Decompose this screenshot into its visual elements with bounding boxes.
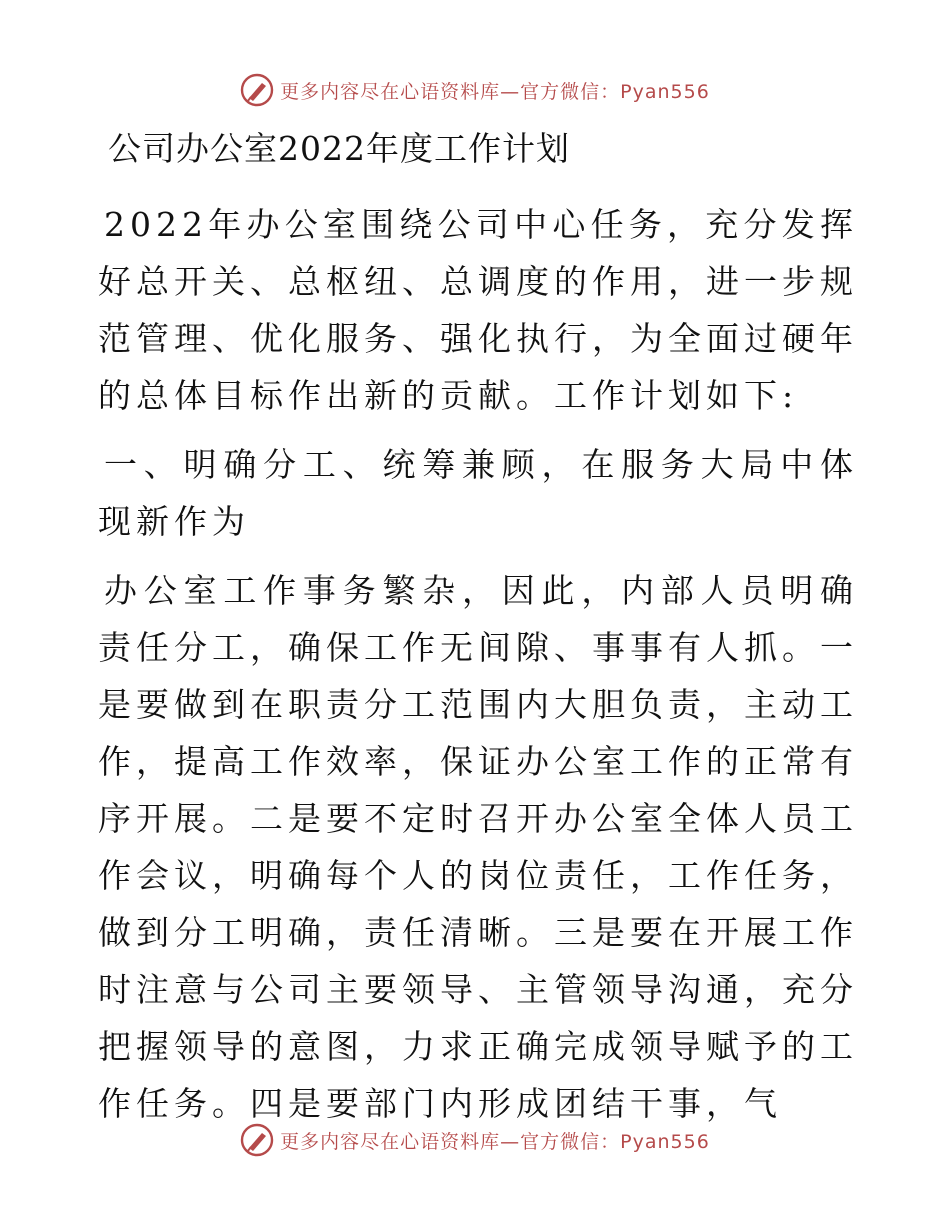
watermark-text: 更多内容尽在心语资料库—官方微信：Pyan556 <box>280 1130 710 1153</box>
watermark-banner-top <box>0 70 950 110</box>
section-heading-1: 一、明确分工、统筹兼顾，在服务大局中体现新作为 <box>98 445 858 541</box>
paragraph-section-1: 办公室工作事务繁杂，因此，内部人员明确责任分工，确保工作无间隙、事事有人抓。一是要做到在职责分工范围内大胆负责，主动工作，提高工作效率，保证办公室工作的正常有序开展。二是要不定时召开办公室全体人员工作会议，明确每个人的岗位责任，工作任务，做到分工明确，责任清晰。三是要在开展工作时注意与公司主要领导、主管领导沟通，充分把握领导的意图，力求正确完成领导赋予的工作任务。四是要部门内形成团结干事，气 <box>98 571 858 1123</box>
pen-logo-icon <box>240 73 274 107</box>
pen-logo-icon <box>240 1123 274 1157</box>
paragraph-intro: 2022年办公室围绕公司中心任务，充分发挥好总开关、总枢纽、总调度的作用，进一步规范管理、优化服务、强化执行，为全面过硬年的总体目标作出新的贡献。工作计划如下: <box>98 205 858 415</box>
document-body <box>98 124 858 1144</box>
document-title: 公司办公室2022年度工作计划 <box>108 129 570 168</box>
watermark-text: 更多内容尽在心语资料库—官方微信：Pyan556 <box>280 80 710 103</box>
watermark-banner-bottom <box>0 1120 950 1160</box>
